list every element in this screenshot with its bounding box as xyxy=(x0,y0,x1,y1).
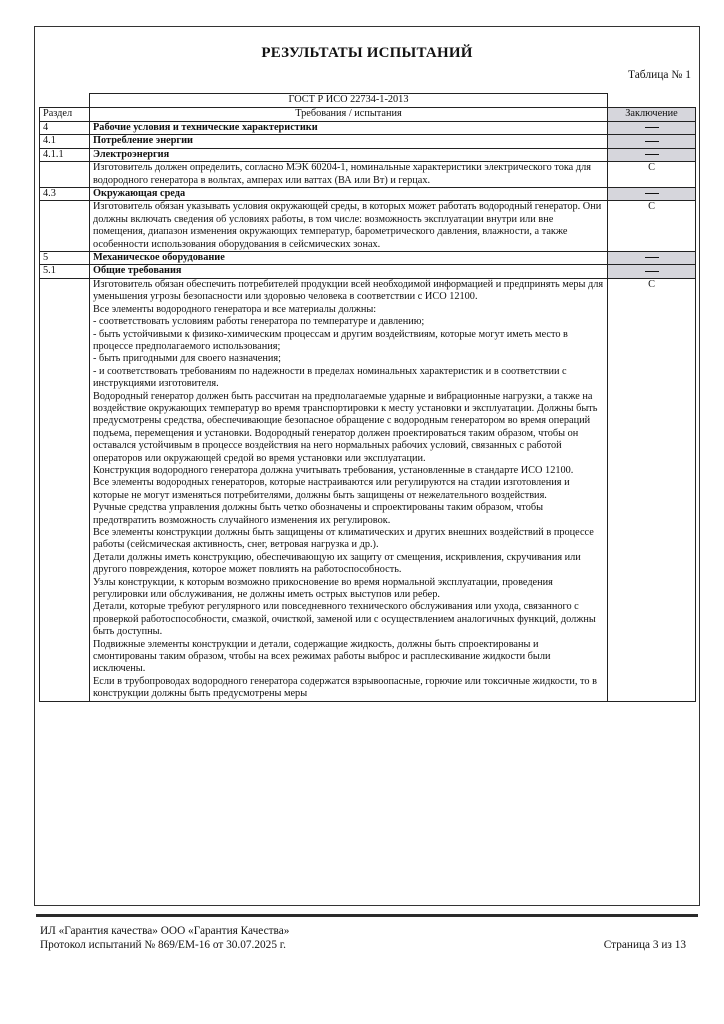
section-number: 4.1 xyxy=(40,135,90,148)
conclusion-dash xyxy=(608,252,696,265)
table-row xyxy=(40,162,696,188)
dash-mark xyxy=(645,271,659,272)
requirement-paragraph: Все элементы водородного генератора и все материалы должны: xyxy=(93,303,377,315)
section-number xyxy=(40,278,90,701)
section-heading: Электроэнергия xyxy=(90,148,608,161)
requirement-paragraph: - быть устойчивыми к физико-химическим процессам и другим воздействиям, которые могут иметь место в процессе предполагаемого использования; xyxy=(93,328,568,352)
conclusion-dash xyxy=(608,148,696,161)
dash-mark xyxy=(645,141,659,142)
dash-mark xyxy=(645,154,659,155)
conclusion-dash xyxy=(608,188,696,201)
standard-title: ГОСТ Р ИСО 22734-1-2013 xyxy=(90,94,608,108)
dash-mark xyxy=(645,193,659,194)
section-heading: Механическое оборудование xyxy=(90,252,608,265)
requirement-paragraph: Водородный генератор должен быть рассчитан на предполагаемые ударные и вибрационные нагрузки, а также на воздействие окружающих температур во время транспортировки к месту установки и эксплуатации. Должны быть предусмотрены средства, обеспечивающие безопасное обращение с водородным генератором во время операций подъема, перемещения и установки. Водородный генератор должен проектироваться таким образом, чтобы он оставался устойчивым в процессе воздействия на него нормальных рабочих условий, связанных с работой операторов или окружающей средой во время установки или эксплуатации. xyxy=(93,390,598,464)
conclusion-dash xyxy=(608,122,696,135)
section-heading: Потребление энергии xyxy=(90,135,608,148)
requirement-paragraph: Детали должны иметь конструкцию, обеспечивающую их защиту от смещения, искривления, скручивания или другого повреждения, которое может повлиять на работоспособность. xyxy=(93,551,581,576)
header-conclusion: Заключение xyxy=(608,108,696,122)
requirement-paragraph: Детали, которые требуют регулярного или повседневного технического обслуживания или ухода, связанного с проверкой работоспособности, смазкой, очисткой, заменой или с осуществлением аналогичных функций, должны быть доступны. xyxy=(93,601,596,638)
table-heading-row xyxy=(40,252,696,265)
header-section: Раздел xyxy=(40,108,90,122)
requirement-paragraph: Изготовитель обязан обеспечить потребителей продукции всей необходимой информацией и предпринять меры для уменьшения угрозы безопасности или здоровью человека в соответствии с ИСО 12100. xyxy=(93,278,604,303)
table-number: Таблица № 1 xyxy=(627,69,691,81)
header-requirements: Требования / испытания xyxy=(90,108,608,122)
requirement-paragraph: - и соответствовать требованиям по надежности в пределах номинальных характеристик и в соответствии с инструкциями изготовителя. xyxy=(93,365,567,390)
dash-mark xyxy=(645,127,659,128)
table-heading-row xyxy=(40,148,696,161)
section-heading: Общие требования xyxy=(90,265,608,278)
document-frame xyxy=(34,26,700,906)
requirement-paragraph: - соответствовать условиям работы генератора по температуре и давлению; xyxy=(93,316,425,328)
table-heading-row xyxy=(40,265,696,278)
section-number: 4 xyxy=(40,122,90,135)
requirement-text xyxy=(90,162,608,188)
footer-rule xyxy=(36,914,698,917)
table-heading-row xyxy=(40,188,696,201)
footer xyxy=(40,924,686,952)
requirement-paragraph: - быть пригодными для своего назначения; xyxy=(93,353,281,365)
table-heading-row xyxy=(40,135,696,148)
requirement-text xyxy=(90,278,608,701)
section-number: 4.3 xyxy=(40,188,90,201)
table-row xyxy=(40,201,696,252)
conclusion-value: С xyxy=(608,201,696,252)
section-number xyxy=(40,201,90,252)
requirement-paragraph: Все элементы водородных генераторов, которые настраиваются или регулируются на стадии изготовления и которые не могут изменяться потребителями, должны быть защищены от нежелательного воздействия. xyxy=(93,477,570,501)
requirement-paragraph: Все элементы конструкции должны быть защищены от климатических и других внешних воздействий в процессе работы (сейсмическая активность, снег, ветровая нагрузка и др.). xyxy=(93,527,594,551)
requirement-text xyxy=(90,201,608,252)
section-number xyxy=(40,162,90,188)
requirement-paragraph: Узлы конструкции, к которым возможно прикосновение во время нормальной эксплуатации, проведения регулировки или обслуживания, не должны иметь острых выступов или ребер. xyxy=(93,576,553,601)
std-spacer-left xyxy=(40,94,90,108)
std-spacer-right xyxy=(608,94,696,108)
requirement-paragraph: Конструкция водородного генератора должна учитывать требования, установленные в стандарте ИСО 12100. xyxy=(93,464,574,476)
conclusion-dash xyxy=(608,135,696,148)
section-heading: Окружающая среда xyxy=(90,188,608,201)
conclusion-value: С xyxy=(608,278,696,701)
table-row xyxy=(40,278,696,701)
dash-mark xyxy=(645,257,659,258)
results-table xyxy=(39,93,696,702)
conclusion-value: С xyxy=(608,162,696,188)
requirement-paragraph: Если в трубопроводах водородного генератора содержатся взрывоопасные, горючие или токсичные жидкости, то в конструкции должны быть предусмотрены меры xyxy=(93,675,597,700)
requirement-paragraph: Изготовитель должен определить, согласно МЭК 60204-1, номинальные характеристики электрического тока для водородного генератора в вольтах, амперах или ваттах (ВА или Вт) и герцах. xyxy=(93,162,591,186)
section-number: 5 xyxy=(40,252,90,265)
requirement-paragraph: Ручные средства управления должны быть четко обозначены и спроектированы таким образом, чтобы предотвратить возможность случайного изменения их регулировок. xyxy=(93,502,544,526)
section-heading: Рабочие условия и технические характеристики xyxy=(90,122,608,135)
requirement-paragraph: Подвижные элементы конструкции и детали, содержащие жидкость, должны быть спроектированы и смонтированы таким образом, чтобы на всех режимах работы выброс и расплескивание жидкости были исключены. xyxy=(93,638,551,675)
footer-page-number: Страница 3 из 13 xyxy=(603,939,686,951)
requirement-paragraph: Изготовитель обязан указывать условия окружающей среды, в которых может работать водородный генератор. Они должны включать сведения об условиях работы, в том числе: возможность эксплуатации внутри или вне помещения, диапазон изменения окружающих температур, барометрического давления, влажности, а также особенности использования оборудования в сейсмических зонах. xyxy=(93,201,602,250)
section-number: 5.1 xyxy=(40,265,90,278)
footer-lab: ИЛ «Гарантия качества» ООО «Гарантия Качества» xyxy=(40,925,290,937)
table-body xyxy=(40,122,696,702)
conclusion-dash xyxy=(608,265,696,278)
footer-protocol: Протокол испытаний № 869/ЕМ-16 от 30.07.2025 г. xyxy=(40,939,286,951)
document-title: РЕЗУЛЬТАТЫ ИСПЫТАНИЙ xyxy=(261,45,473,61)
table-heading-row xyxy=(40,122,696,135)
section-number: 4.1.1 xyxy=(40,148,90,161)
